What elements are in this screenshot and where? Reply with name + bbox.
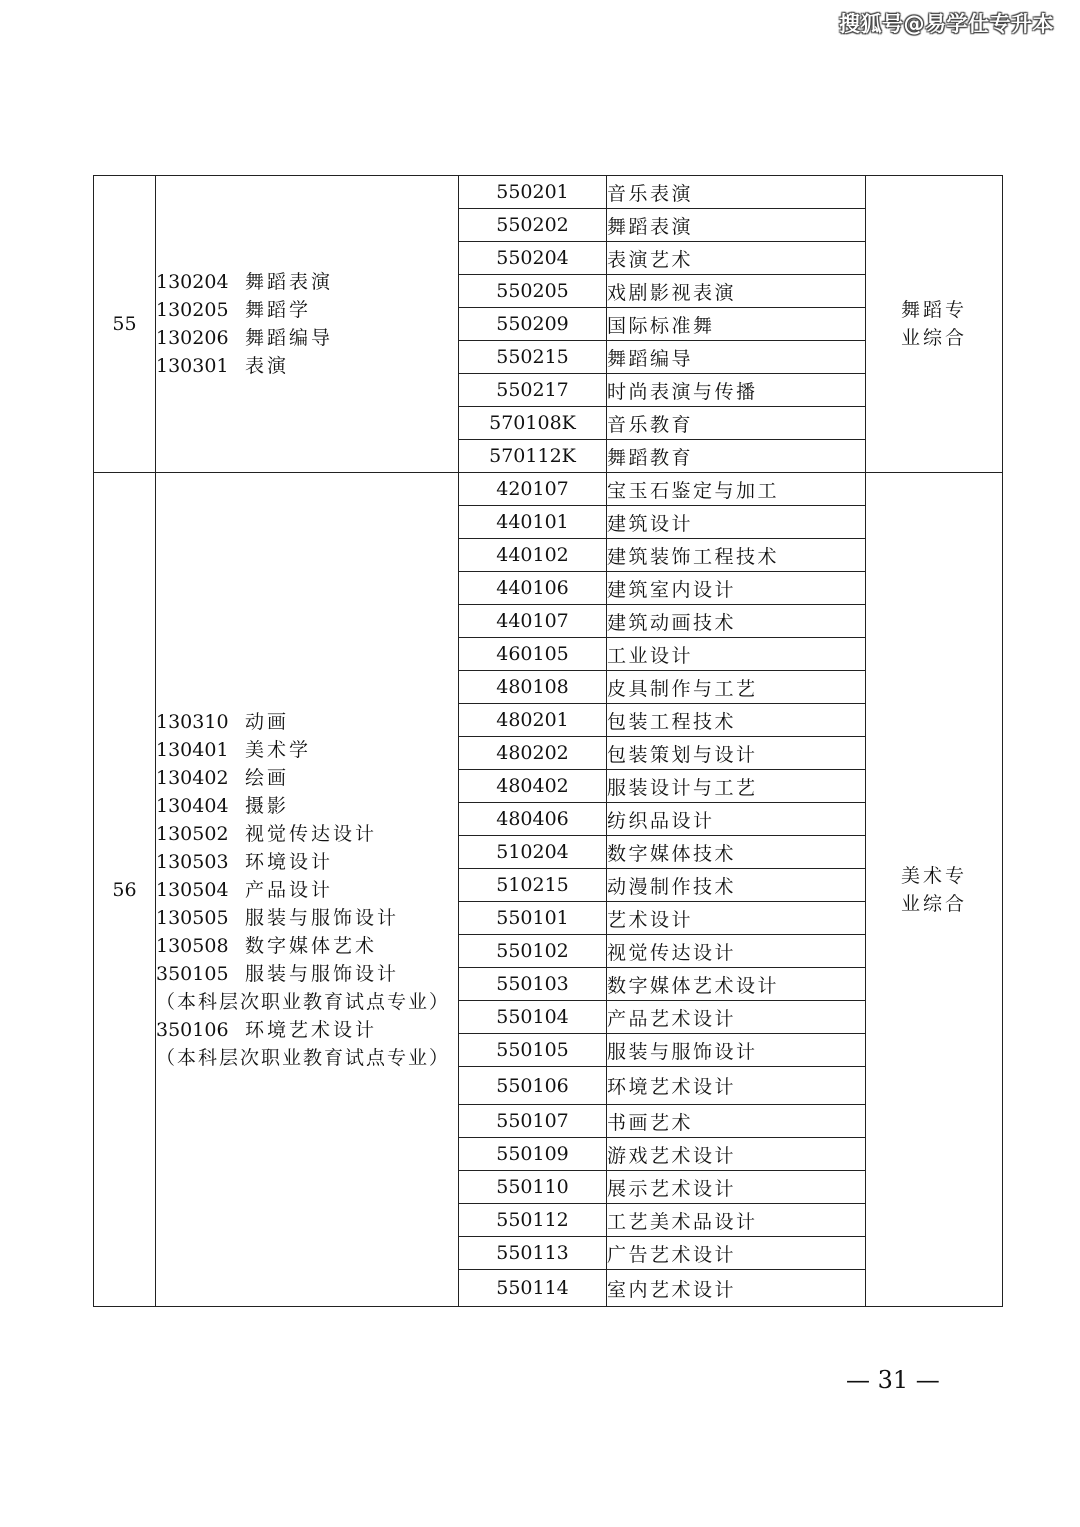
- undergrad-majors-cell: [156, 176, 459, 473]
- vocational-major-name: 视觉传达设计: [607, 935, 866, 968]
- vocational-major-code: 440107: [459, 605, 607, 638]
- major-mapping-table: [93, 175, 1003, 1307]
- vocational-major-code: 480406: [459, 803, 607, 836]
- exam-subject: [866, 473, 1003, 1307]
- undergrad-major-code: 350105: [156, 962, 229, 985]
- vocational-major-name: 艺术设计: [607, 902, 866, 935]
- vocational-major-code: 550114: [459, 1270, 607, 1307]
- exam-subject-text: 舞蹈专业综合: [900, 299, 967, 349]
- vocational-major-code: 440102: [459, 539, 607, 572]
- vocational-major-code: 550109: [459, 1138, 607, 1171]
- vocational-major-code: 550215: [459, 341, 607, 374]
- vocational-major-code: 570108K: [459, 407, 607, 440]
- vocational-major-name: 舞蹈教育: [607, 440, 866, 473]
- undergrad-major: [156, 820, 458, 848]
- undergrad-major-code: 130204: [156, 271, 229, 293]
- undergrad-major-name: 产品设计: [245, 878, 334, 901]
- exam-subject-text: 美术专业综合: [900, 864, 967, 915]
- vocational-major-name: 环境艺术设计: [607, 1067, 866, 1105]
- vocational-major-name: 产品艺术设计: [607, 1001, 866, 1034]
- exam-subject: [866, 176, 1003, 473]
- vocational-major-code: 550110: [459, 1171, 607, 1204]
- vocational-major-code: 550205: [459, 275, 607, 308]
- vocational-major-code: 550217: [459, 374, 607, 407]
- undergrad-major: [156, 1016, 458, 1044]
- undergrad-major-name: 舞蹈编导: [245, 327, 334, 349]
- vocational-major-code: 440101: [459, 506, 607, 539]
- vocational-major-name: 音乐教育: [607, 407, 866, 440]
- vocational-major-code: 420107: [459, 473, 607, 506]
- undergrad-major-note: （本科层次职业教育试点专业）: [156, 1046, 451, 1069]
- undergrad-major: [156, 324, 458, 352]
- undergrad-major: [156, 764, 458, 792]
- vocational-major-name: 服装设计与工艺: [607, 770, 866, 803]
- undergrad-major: [156, 736, 458, 764]
- seq-number: 55: [94, 176, 156, 473]
- undergrad-major-name: 舞蹈表演: [245, 271, 334, 293]
- undergrad-major: [156, 352, 458, 380]
- vocational-major-name: 服装与服饰设计: [607, 1034, 866, 1067]
- vocational-major-code: 570112K: [459, 440, 607, 473]
- undergrad-major: [156, 960, 458, 988]
- vocational-major-code: 480201: [459, 704, 607, 737]
- vocational-major-name: 建筑动画技术: [607, 605, 866, 638]
- undergrad-major: [156, 296, 458, 324]
- vocational-major-name: 建筑装饰工程技术: [607, 539, 866, 572]
- undergrad-major-code: 130505: [156, 906, 229, 929]
- vocational-major-code: 550102: [459, 935, 607, 968]
- vocational-major-code: 550204: [459, 242, 607, 275]
- undergrad-major-name: 动画: [245, 710, 290, 733]
- vocational-major-name: 舞蹈编导: [607, 341, 866, 374]
- undergrad-major-name: 摄影: [245, 794, 290, 817]
- undergrad-major-name: 表演: [245, 355, 290, 377]
- vocational-major-name: 戏剧影视表演: [607, 275, 866, 308]
- vocational-major-name: 书画艺术: [607, 1105, 866, 1138]
- undergrad-major-code: 130301: [156, 355, 229, 377]
- undergrad-major: [156, 708, 458, 736]
- vocational-major-name: 舞蹈表演: [607, 209, 866, 242]
- vocational-major-name: 包装工程技术: [607, 704, 866, 737]
- vocational-major-name: 室内艺术设计: [607, 1270, 866, 1307]
- vocational-major-code: 550201: [459, 176, 607, 209]
- watermark: 搜狐号@易学仕专升本: [839, 12, 1054, 36]
- vocational-major-name: 建筑室内设计: [607, 572, 866, 605]
- undergrad-majors-cell: [156, 473, 459, 1307]
- vocational-major-code: 480202: [459, 737, 607, 770]
- vocational-major-name: 宝玉石鉴定与加工: [607, 473, 866, 506]
- page-number: — 31 —: [846, 1366, 940, 1394]
- vocational-major-code: 550101: [459, 902, 607, 935]
- undergrad-major: [156, 932, 458, 960]
- undergrad-major-code: 130502: [156, 822, 229, 845]
- vocational-major-code: 510215: [459, 869, 607, 902]
- undergrad-major: [156, 268, 458, 296]
- vocational-major-code: 550106: [459, 1067, 607, 1105]
- undergrad-major: [156, 848, 458, 876]
- undergrad-major-name: 视觉传达设计: [245, 822, 378, 845]
- undergrad-major-code: 130508: [156, 934, 229, 957]
- vocational-major-code: 550103: [459, 968, 607, 1001]
- undergrad-major-code: 130503: [156, 850, 229, 873]
- undergrad-major-name: 环境艺术设计: [245, 1018, 378, 1041]
- undergrad-major-code: 350106: [156, 1018, 229, 1041]
- vocational-major-name: 建筑设计: [607, 506, 866, 539]
- undergrad-major-code: 130504: [156, 878, 229, 901]
- vocational-major-code: 550209: [459, 308, 607, 341]
- vocational-major-code: 510204: [459, 836, 607, 869]
- undergrad-major: [156, 792, 458, 820]
- vocational-major-code: 460105: [459, 638, 607, 671]
- vocational-major-code: 550105: [459, 1034, 607, 1067]
- vocational-major-code: 440106: [459, 572, 607, 605]
- table-row: [94, 176, 1003, 209]
- vocational-major-name: 包装策划与设计: [607, 737, 866, 770]
- vocational-major-code: 550107: [459, 1105, 607, 1138]
- undergrad-major-name: 美术学: [245, 738, 312, 761]
- vocational-major-code: 480108: [459, 671, 607, 704]
- vocational-major-code: 550202: [459, 209, 607, 242]
- vocational-major-code: 480402: [459, 770, 607, 803]
- vocational-major-name: 动漫制作技术: [607, 869, 866, 902]
- undergrad-major-code: 130404: [156, 794, 229, 817]
- undergrad-major-code: 130205: [156, 299, 229, 321]
- vocational-major-code: 550112: [459, 1204, 607, 1237]
- table-row: [94, 473, 1003, 506]
- vocational-major-code: 550113: [459, 1237, 607, 1270]
- undergrad-major-name: 服装与服饰设计: [245, 962, 400, 985]
- vocational-major-name: 展示艺术设计: [607, 1171, 866, 1204]
- undergrad-major-code: 130401: [156, 738, 229, 761]
- undergrad-major: [156, 876, 458, 904]
- vocational-major-name: 工业设计: [607, 638, 866, 671]
- undergrad-major-name: 环境设计: [245, 850, 334, 873]
- seq-number: 56: [94, 473, 156, 1307]
- vocational-major-name: 工艺美术品设计: [607, 1204, 866, 1237]
- undergrad-major-name: 绘画: [245, 766, 290, 789]
- undergrad-major-name: 数字媒体艺术: [245, 934, 378, 957]
- vocational-major-name: 音乐表演: [607, 176, 866, 209]
- undergrad-major: [156, 904, 458, 932]
- vocational-major-name: 广告艺术设计: [607, 1237, 866, 1270]
- undergrad-major-note: （本科层次职业教育试点专业）: [156, 990, 451, 1013]
- vocational-major-name: 数字媒体艺术设计: [607, 968, 866, 1001]
- vocational-major-name: 数字媒体技术: [607, 836, 866, 869]
- vocational-major-name: 纺织品设计: [607, 803, 866, 836]
- vocational-major-code: 550104: [459, 1001, 607, 1034]
- undergrad-major-code: 130206: [156, 327, 229, 349]
- vocational-major-name: 时尚表演与传播: [607, 374, 866, 407]
- vocational-major-name: 游戏艺术设计: [607, 1138, 866, 1171]
- undergrad-major-code: 130402: [156, 766, 229, 789]
- undergrad-major-code: 130310: [156, 710, 229, 733]
- vocational-major-name: 国际标准舞: [607, 308, 866, 341]
- undergrad-major-name: 舞蹈学: [245, 299, 312, 321]
- vocational-major-name: 皮具制作与工艺: [607, 671, 866, 704]
- undergrad-major-name: 服装与服饰设计: [245, 906, 400, 929]
- vocational-major-name: 表演艺术: [607, 242, 866, 275]
